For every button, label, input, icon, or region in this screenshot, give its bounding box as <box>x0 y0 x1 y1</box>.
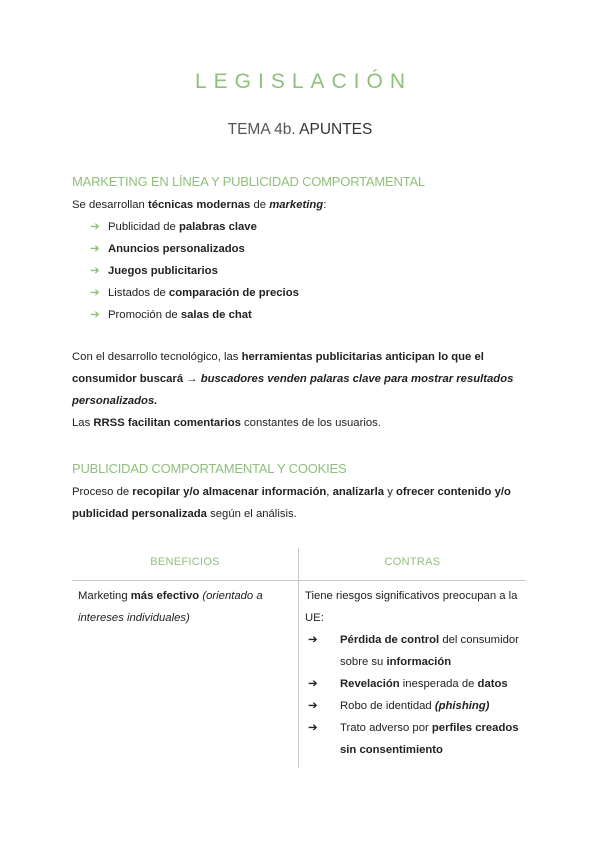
table-header-contras: CONTRAS <box>384 556 441 568</box>
list-item: ➔ Revelación inesperada de datos <box>324 673 524 695</box>
arrow-right-icon: ➔ <box>90 265 100 277</box>
list-item: ➔ Trato adverso por perfiles creados sin consentimiento <box>324 717 524 761</box>
arrow-right-icon: ➔ <box>90 309 100 321</box>
arrow-right-icon: ➔ <box>308 722 318 734</box>
beneficios-cell: Marketing más efectivo (orientado a intereses individuales) <box>78 590 263 624</box>
contras-list <box>308 629 524 761</box>
list-item: ➔ Pérdida de control del consumidor sobre su información <box>324 629 524 673</box>
section-heading-cookies: PUBLICIDAD COMPORTAMENTAL Y COOKIES <box>72 461 347 476</box>
arrow-right-icon: ➔ <box>308 634 318 646</box>
arrow-right-icon: ➔ <box>90 287 100 299</box>
table-column-divider <box>298 548 299 768</box>
list-item: ➔ Listados de comparación de precios <box>90 282 299 304</box>
intro-text: Se desarrollan técnicas modernas de marketing: <box>72 199 327 211</box>
contras-intro: Tiene riesgos significativos preocupan a la UE: <box>305 590 518 624</box>
paragraph-tools: Con el desarrollo tecnológico, las herramientas publicitarias anticipan lo que el consumidor buscará → buscadores venden palaras clave para mostrar resultados personalizados. <box>72 351 514 407</box>
arrow-right-icon: ➔ <box>90 243 100 255</box>
benefits-contras-table <box>72 548 526 768</box>
subtitle-tema: TEMA 4b. <box>227 121 296 138</box>
list-item: ➔ Robo de identidad (phishing) <box>324 695 524 717</box>
paragraph-process: Proceso de recopilar y/o almacenar información, analizarla y ofrecer contenido y/o publicidad personalizada según el análisis. <box>72 486 511 520</box>
subtitle-apuntes: APUNTES <box>299 121 373 138</box>
page-subtitle <box>0 121 600 139</box>
table-header-beneficios: BENEFICIOS <box>150 556 220 568</box>
list-item: ➔ Anuncios personalizados <box>90 238 299 260</box>
arrow-right-icon: ➔ <box>90 221 100 233</box>
list-item: ➔ Publicidad de palabras clave <box>90 216 299 238</box>
list-item: ➔ Juegos publicitarios <box>90 260 299 282</box>
arrow-right-icon: ➔ <box>308 678 318 690</box>
section-heading-marketing: MARKETING EN LÍNEA Y PUBLICIDAD COMPORTAMENTAL <box>72 174 425 189</box>
techniques-list <box>90 216 299 326</box>
page-title: LEGISLACIÓN <box>194 70 413 93</box>
arrow-right-icon: ➔ <box>308 700 318 712</box>
table-header-divider <box>72 580 526 581</box>
list-item: ➔ Promoción de salas de chat <box>90 304 299 326</box>
paragraph-rrss: Las RRSS facilitan comentarios constantes de los usuarios. <box>72 417 381 429</box>
